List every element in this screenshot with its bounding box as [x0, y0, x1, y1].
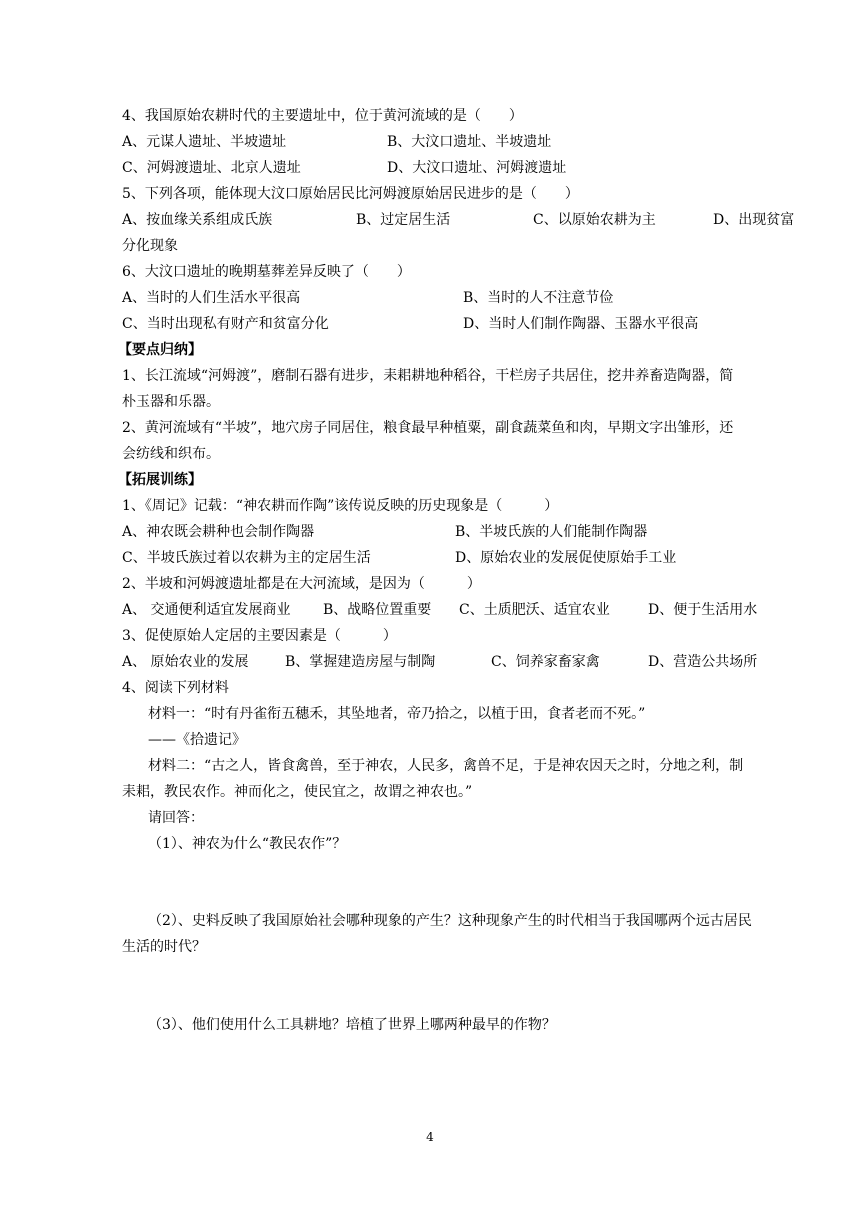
material-1-source: ——《拾遗记》 — [148, 732, 246, 748]
q6-option-b: B、当时的人不注意节俭 — [463, 290, 614, 306]
page-number: 4 — [426, 1130, 434, 1144]
summary-point-1-continued: 朴玉器和乐器。 — [122, 394, 220, 410]
q5-option-c: C、以原始农耕为主 — [533, 212, 656, 228]
question-4: 4、我国原始农耕时代的主要遗址中，位于黄河流域的是（ ） — [122, 108, 523, 124]
q4-option-a: A、元谋人遗址、半坡遗址 — [122, 134, 287, 150]
question-5: 5、下列各项，能体现大汶口原始居民比河姆渡原始居民进步的是（ ） — [122, 186, 579, 202]
q6-option-c: C、当时出现私有财产和贫富分化 — [122, 316, 329, 332]
q5-option-a: A、按血缘关系组成氏族 — [122, 212, 273, 228]
ext-question-1: 1、《周记》记载：“神农耕而作陶”该传说反映的历史现象是（ ） — [122, 498, 559, 514]
ext-q2-option-c: C、土质肥沃、适宜农业 — [459, 602, 610, 618]
sub-question-3: （3）、他们使用什么工具耕地？培植了世界上哪两种最早的作物？ — [148, 1017, 556, 1033]
sub-question-1: （1）、神农为什么“教民农作”？ — [148, 836, 347, 852]
ext-q2-option-b: B、战略位置重要 — [323, 602, 432, 618]
summary-point-2: 2、黄河流域有“半坡”，地穴房子同居住，粮食最早种植粟，副食蔬菜鱼和肉，早期文字出雏形，还 — [122, 420, 734, 436]
q4-option-c: C、河姆渡遗址、北京人遗址 — [122, 160, 301, 176]
ext-q1-option-a: A、神农既会耕种也会制作陶器 — [122, 524, 315, 540]
ext-question-2: 2、半坡和河姆渡遗址都是在大河流域，是因为（ ） — [122, 576, 481, 592]
summary-point-1: 1、长江流域“河姆渡”，磨制石器有进步，耒耜耕地种稻谷，干栏房子共居住，挖井养畜造陶器，简 — [122, 368, 734, 384]
summary-heading: 【要点归纳】 — [118, 342, 202, 358]
ext-q2-option-a: A、 交通便利适宜发展商业 — [122, 602, 291, 618]
q6-option-d: D、当时人们制作陶器、玉器水平很高 — [463, 316, 699, 332]
ext-q1-option-d: D、原始农业的发展促使原始手工业 — [455, 550, 677, 566]
ext-q3-option-d: D、营造公共场所 — [648, 654, 758, 670]
ext-question-3: 3、促使原始人定居的主要因素是（ ） — [122, 628, 397, 644]
answer-prompt: 请回答： — [148, 810, 204, 826]
sub-question-2-continued: 生活的时代？ — [122, 939, 206, 955]
ext-question-4: 4、阅读下列材料 — [122, 680, 229, 696]
ext-q3-option-c: C、饲养家畜家禽 — [491, 654, 600, 670]
ext-q1-option-c: C、半坡氏族过着以农耕为主的定居生活 — [122, 550, 371, 566]
q5-option-d-continued: 分化现象 — [122, 238, 178, 254]
material-2: 材料二：“古之人，皆食禽兽，至于神农，人民多，禽兽不足，于是神农因天之时，分地之利，制 — [148, 758, 744, 774]
q6-option-a: A、当时的人们生活水平很高 — [122, 290, 301, 306]
ext-q3-option-a: A、 原始农业的发展 — [122, 654, 249, 670]
ext-q1-option-b: B、半坡氏族的人们能制作陶器 — [455, 524, 648, 540]
ext-q3-option-b: B、掌握建造房屋与制陶 — [285, 654, 436, 670]
material-2-continued: 耒耜，教民农作。神而化之，使民宜之，故谓之神农也。” — [122, 784, 473, 800]
q4-option-b: B、大汶口遗址、半坡遗址 — [387, 134, 552, 150]
q5-option-b: B、过定居生活 — [356, 212, 451, 228]
extension-heading: 【拓展训练】 — [118, 472, 202, 488]
sub-question-2: （2）、史料反映了我国原始社会哪种现象的产生？这种现象产生的时代相当于我国哪两个远古居民 — [148, 913, 752, 929]
material-1: 材料一：“时有丹雀衔五穗禾，其坠地者，帝乃拾之，以植于田，食者老而不死。” — [148, 706, 646, 722]
q5-option-d: D、出现贫富 — [713, 212, 795, 228]
summary-point-2-continued: 会纺线和织布。 — [122, 446, 220, 462]
ext-q2-option-d: D、便于生活用水 — [648, 602, 758, 618]
q4-option-d: D、大汶口遗址、河姆渡遗址 — [387, 160, 567, 176]
question-6: 6、大汶口遗址的晚期墓葬差异反映了（ ） — [122, 264, 411, 280]
